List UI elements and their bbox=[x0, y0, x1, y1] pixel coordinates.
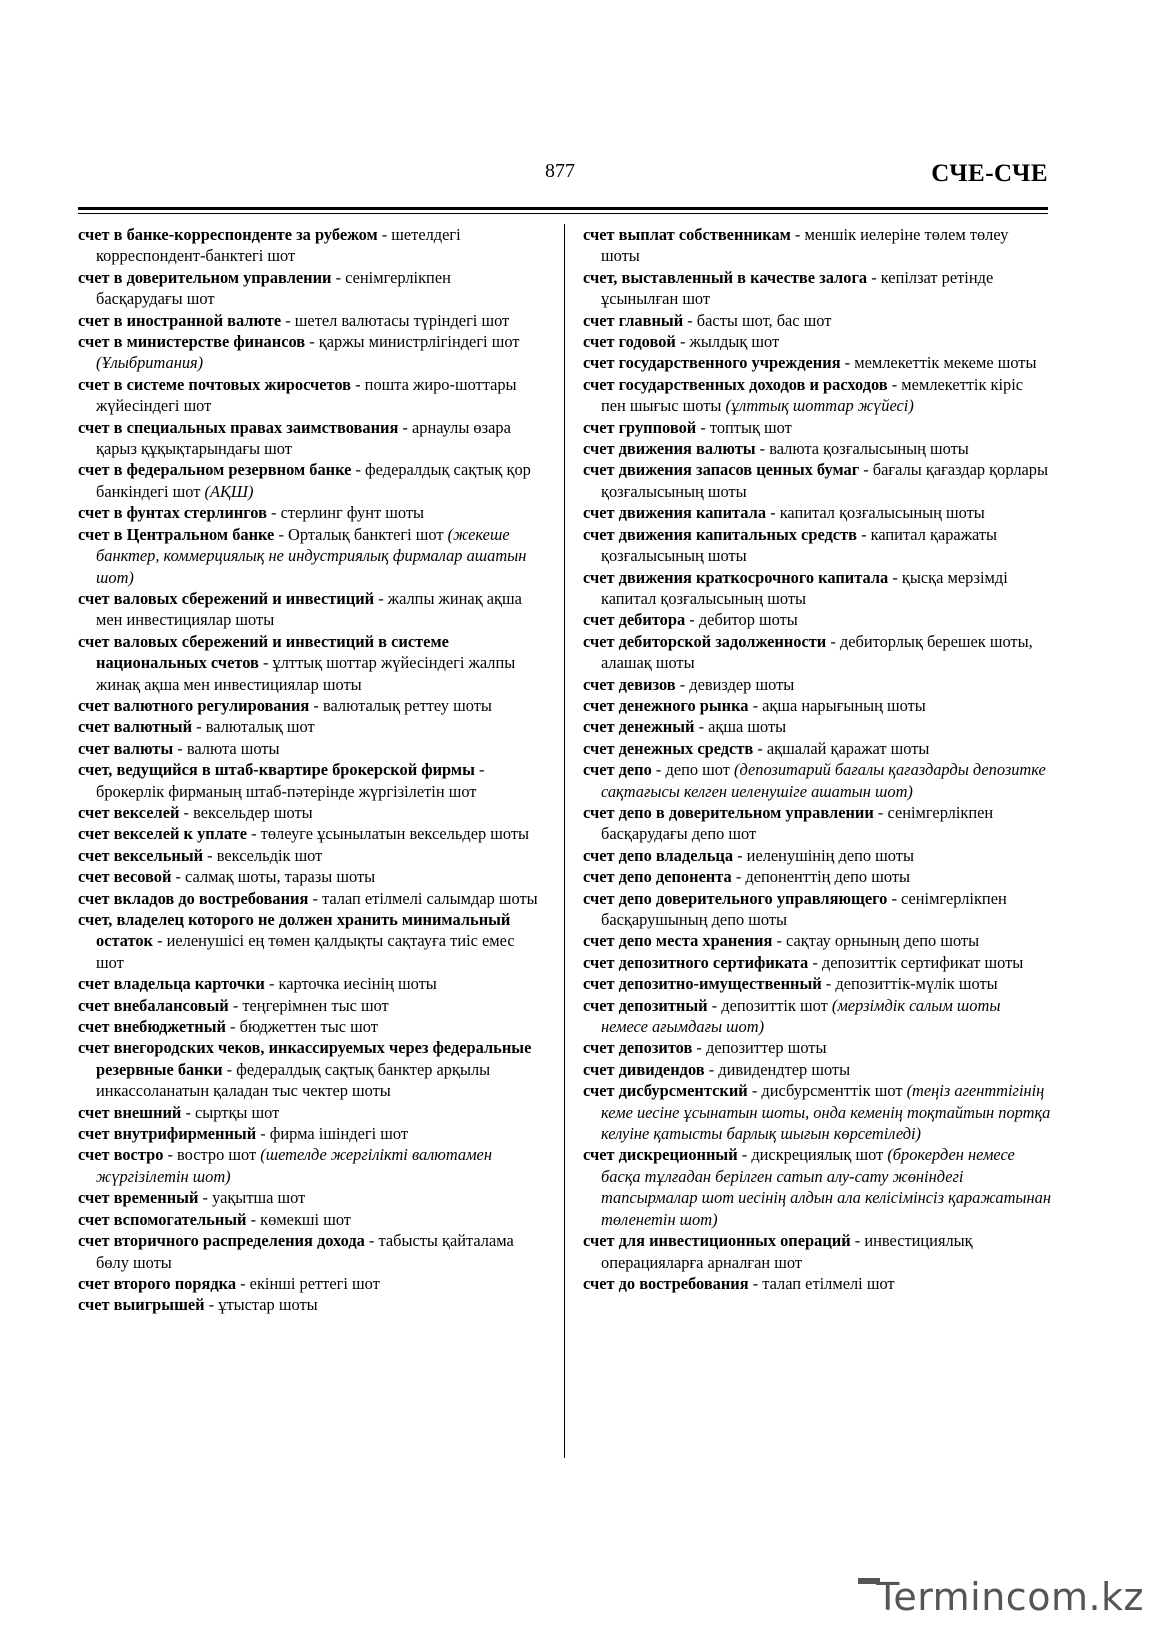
entry-term: счет в федеральном резервном банке bbox=[78, 460, 352, 480]
dictionary-entry bbox=[583, 502, 1051, 523]
entry-definition: - дисбурсменттік шот bbox=[747, 1081, 907, 1101]
entry-definition: - федералдық сақтық қор банкіндегі шот bbox=[96, 460, 531, 501]
dictionary-entry bbox=[583, 952, 1051, 973]
dictionary-entry bbox=[583, 331, 1051, 352]
entry-definition: - жалпы жинақ ақша мен инвестициялар шоты bbox=[96, 588, 522, 630]
running-head: СЧЕ-СЧЕ bbox=[931, 160, 1048, 187]
entry-definition: - капитал қозғалысының шоты bbox=[766, 503, 985, 523]
entry-definition: - мемлекеттік мекеме шоты bbox=[840, 353, 1037, 373]
dictionary-entry bbox=[583, 459, 1051, 502]
entry-definition: - востро шот bbox=[163, 1145, 261, 1165]
entry-definition: - топтық шот bbox=[696, 417, 792, 437]
entry-term: счет депо доверительного управляющего bbox=[583, 888, 888, 908]
entry-term: счет государственного учреждения bbox=[583, 353, 841, 373]
entry-term: счет главный bbox=[583, 310, 684, 330]
dictionary-entry bbox=[78, 502, 540, 523]
right-column bbox=[583, 224, 1051, 1294]
entry-term: счет движения краткосрочного капитала bbox=[583, 567, 889, 587]
dictionary-entry bbox=[78, 331, 540, 374]
entry-note: (мерзімдік салым шоты немесе ағымдағы шот) bbox=[601, 995, 1001, 1037]
entry-term: счет векселей bbox=[78, 802, 180, 822]
dictionary-entry bbox=[583, 609, 1051, 630]
entry-definition: - ақша шоты bbox=[694, 717, 787, 737]
dictionary-entry bbox=[78, 417, 540, 460]
dictionary-entry bbox=[583, 1230, 1051, 1273]
entry-definition: - депозиттер шоты bbox=[692, 1038, 827, 1058]
entry-definition: - карточка иесінің шоты bbox=[264, 974, 437, 994]
entry-term: счет валовых сбережений и инвестиций в системе национальных счетов bbox=[78, 631, 449, 673]
entry-term: счет денежного рынка bbox=[583, 695, 749, 715]
left-column bbox=[78, 224, 540, 1316]
dictionary-entry bbox=[583, 1059, 1051, 1080]
entry-definition: - сенімгерлікпен басқарушының депо шоты bbox=[601, 888, 1007, 929]
entry-term: счет движения капитала bbox=[583, 503, 767, 523]
dictionary-entry bbox=[78, 1037, 540, 1101]
dictionary-entry bbox=[78, 1230, 540, 1273]
entry-term: счет дисбурсментский bbox=[583, 1081, 748, 1101]
entry-definition: - сақтау орнының депо шоты bbox=[772, 931, 980, 951]
dictionary-entry bbox=[78, 716, 540, 737]
dictionary-entry bbox=[78, 1294, 540, 1315]
dictionary-entry bbox=[583, 695, 1051, 716]
entry-definition: - шетел валютасы түріндегі шот bbox=[281, 310, 510, 330]
entry-note: (брокерден немесе басқа тұлғадан берілген сатып алу-сату жөніндегі тапсырмалар шот иесінің алдын ала келісімінсіз қаражатынан төленетін шот) bbox=[601, 1145, 1051, 1229]
dictionary-entry bbox=[78, 823, 540, 844]
entry-definition: - валюта шоты bbox=[173, 738, 280, 758]
dictionary-entry bbox=[78, 267, 540, 310]
dictionary-entry bbox=[78, 738, 540, 759]
entry-term: счет дебиторской задолженности bbox=[583, 631, 827, 651]
entry-definition: - бағалы қағаздар қорлары қозғалысының шоты bbox=[601, 460, 1048, 501]
entry-term: счет депо места хранения bbox=[583, 931, 773, 951]
entry-term: счет второго порядка bbox=[78, 1273, 237, 1293]
entry-definition: - кепілзат ретінде ұсынылған шот bbox=[601, 267, 994, 309]
dictionary-entry bbox=[78, 845, 540, 866]
dictionary-entry bbox=[583, 716, 1051, 737]
entry-definition: - сыртқы шот bbox=[181, 1102, 280, 1122]
entry-term: счет депозитного сертификата bbox=[583, 952, 809, 972]
entry-term: счет владельца карточки bbox=[78, 974, 265, 994]
entry-term: счет депо bbox=[583, 760, 652, 780]
entry-definition: - дебитор шоты bbox=[685, 610, 798, 630]
dictionary-entry bbox=[583, 973, 1051, 994]
entry-term: счет в Центральном банке bbox=[78, 524, 275, 544]
entry-term: счет для инвестиционных операций bbox=[583, 1231, 851, 1251]
dictionary-entry bbox=[78, 866, 540, 887]
entry-note: (ұлттық шоттар жүйесі) bbox=[725, 396, 914, 416]
entry-definition: - депозиттік шот bbox=[707, 995, 832, 1015]
entry-definition: - басты шот, бас шот bbox=[683, 310, 832, 330]
entry-definition: - ақшалай қаражат шоты bbox=[753, 738, 930, 758]
entry-term: счет денежный bbox=[583, 717, 695, 737]
entry-definition: - салмақ шоты, таразы шоты bbox=[171, 867, 376, 887]
entry-definition: - валюталық реттеу шоты bbox=[309, 695, 492, 715]
entry-definition: - бюджеттен тыс шот bbox=[225, 1017, 378, 1037]
entry-definition: - Орталық банктегі шот bbox=[274, 524, 448, 544]
column-divider bbox=[564, 224, 565, 1458]
entry-term: счет в иностранной валюте bbox=[78, 310, 282, 330]
entry-definition: - уақытша шот bbox=[198, 1188, 306, 1208]
dictionary-entry bbox=[583, 1080, 1051, 1144]
entry-definition: - талап етілмелі шот bbox=[748, 1273, 895, 1293]
entry-term: счет внебалансовый bbox=[78, 995, 229, 1015]
dictionary-entry bbox=[78, 631, 540, 695]
header-rule-thin bbox=[78, 213, 1048, 214]
dictionary-entry bbox=[78, 310, 540, 331]
dictionary-entry bbox=[583, 631, 1051, 674]
entry-note: (жекеше банктер, коммерциялық не индустриялық фирмалар ашатын шот) bbox=[96, 524, 527, 587]
dictionary-entry bbox=[583, 845, 1051, 866]
entry-term: счет валютного регулирования bbox=[78, 695, 310, 715]
dictionary-entry bbox=[583, 759, 1051, 802]
entry-term: счет весовой bbox=[78, 867, 172, 887]
entry-definition: - валюталық шот bbox=[192, 717, 315, 737]
entry-definition: - иеленушісі ең төмен қалдықты сақтауға тиіс емес шот bbox=[96, 931, 515, 972]
dictionary-entry bbox=[78, 588, 540, 631]
entry-term: счет внебюджетный bbox=[78, 1017, 226, 1037]
entry-definition: - арнаулы өзара қарыз құқықтарындағы шот bbox=[96, 417, 511, 459]
entry-definition: - депо шот bbox=[651, 760, 735, 780]
dictionary-entry bbox=[78, 695, 540, 716]
entry-definition: - қаржы министрлігіндегі шот bbox=[305, 332, 520, 352]
entry-note: (теңіз агенттігінің кеме иесіне ұсынатын шоты, онда кеменің тоқтайтын портқа келуіне қатысты барлық шығын көрсетіледі) bbox=[601, 1081, 1051, 1144]
dictionary-entry bbox=[583, 1273, 1051, 1294]
dictionary-entry bbox=[78, 802, 540, 823]
entry-term: счет дискреционный bbox=[583, 1145, 738, 1165]
entry-term: счет, ведущийся в штаб-квартире брокерской фирмы bbox=[78, 760, 475, 780]
page-number: 877 bbox=[545, 160, 575, 182]
dictionary-entry bbox=[583, 930, 1051, 951]
dictionary-entry bbox=[78, 1016, 540, 1037]
dictionary-entry bbox=[78, 1144, 540, 1187]
entry-term: счет внегородских чеков, инкассируемых через федеральные резервные банки bbox=[78, 1038, 532, 1079]
entry-definition: - ұтыстар шоты bbox=[204, 1295, 318, 1315]
entry-term: счет вторичного распределения дохода bbox=[78, 1231, 365, 1251]
entry-term: счет до востребования bbox=[583, 1273, 749, 1293]
dictionary-entry bbox=[78, 888, 540, 909]
entry-definition: - табысты қайталама бөлу шоты bbox=[96, 1231, 514, 1272]
dictionary-entry bbox=[78, 524, 540, 588]
entry-definition: - теңгерімнен тыс шот bbox=[228, 995, 389, 1015]
entry-term: счет векселей к уплате bbox=[78, 824, 248, 844]
entry-definition: - ұлттық шоттар жүйесіндегі жалпы жинақ ақша мен инвестициялар шоты bbox=[96, 653, 516, 694]
entry-definition: - дивидендтер шоты bbox=[704, 1059, 851, 1079]
entry-term: счет в специальных правах заимствования bbox=[78, 417, 399, 437]
entry-term: счет депо депонента bbox=[583, 867, 732, 887]
entry-definition: - депозиттік сертификат шоты bbox=[808, 952, 1024, 972]
entry-definition: - депозиттік-мүлік шоты bbox=[821, 974, 998, 994]
entry-definition: - дискрециялық шот bbox=[737, 1145, 888, 1165]
entry-term: счет депозитный bbox=[583, 995, 708, 1015]
entry-definition: - жылдық шот bbox=[675, 332, 780, 352]
entry-term: счет девизов bbox=[583, 674, 676, 694]
entry-note: (шетелде жергілікті валютамен жүргізілетін шот) bbox=[96, 1145, 492, 1186]
entry-definition: - көмекші шот bbox=[246, 1209, 351, 1229]
dictionary-entry bbox=[78, 224, 540, 267]
entry-term: счет, выставленный в качестве залога bbox=[583, 267, 868, 287]
dictionary-entry bbox=[583, 438, 1051, 459]
dictionary-entry bbox=[583, 1037, 1051, 1058]
entry-definition: - федералдық сақтық банктер арқылы инкассоланатын қаладан тыс чектер шоты bbox=[96, 1059, 491, 1101]
entry-term: счет депозитно-имущественный bbox=[583, 974, 822, 994]
entry-term: счет государственных доходов и расходов bbox=[583, 374, 888, 394]
entry-definition: - вексельдер шоты bbox=[179, 802, 313, 822]
entry-definition: - вексельдік шот bbox=[203, 845, 323, 865]
entry-definition: - меншік иелеріне төлем төлеу шоты bbox=[601, 225, 1009, 266]
entry-term: счет депозитов bbox=[583, 1038, 693, 1058]
termincom-watermark-logo bbox=[858, 1575, 1144, 1619]
entry-term: счет годовой bbox=[583, 332, 676, 352]
dictionary-entry bbox=[78, 759, 540, 802]
entry-term: счет в министерстве финансов bbox=[78, 332, 306, 352]
entry-term: счет дебитора bbox=[583, 610, 686, 630]
entry-definition: - иеленушінің депо шоты bbox=[733, 845, 914, 865]
entry-definition: - сенімгерлікпен басқарудағы шот bbox=[96, 267, 451, 309]
dictionary-entry bbox=[583, 224, 1051, 267]
entry-term: счет движения запасов ценных бумаг bbox=[583, 460, 860, 480]
entry-definition: - фирма ішіндегі шот bbox=[256, 1124, 409, 1144]
dictionary-entry bbox=[583, 1144, 1051, 1230]
entry-term: счет вексельный bbox=[78, 845, 204, 865]
entry-term: счет временный bbox=[78, 1188, 199, 1208]
entry-term: счет валюты bbox=[78, 738, 174, 758]
dictionary-entry bbox=[583, 267, 1051, 310]
entry-term: счет в системе почтовых жиросчетов bbox=[78, 374, 352, 394]
entry-term: счет в банке-корреспонденте за рубежом bbox=[78, 225, 378, 244]
entry-term: счет в доверительном управлении bbox=[78, 267, 332, 287]
entry-note: (депозитарий бағалы қағаздарды депозитке сақтағысы келген иеленушіге ашатын шот) bbox=[601, 760, 1046, 801]
entry-definition: - дебиторлық берешек шоты, алашақ шоты bbox=[601, 631, 1033, 673]
watermark-text: Termincom.kz bbox=[876, 1575, 1144, 1619]
entry-term: счет движения капитальных средств bbox=[583, 524, 857, 544]
entry-definition: - төлеуге ұсынылатын вексельдер шоты bbox=[247, 824, 530, 844]
entry-definition: - валюта қозғалысының шоты bbox=[755, 439, 969, 459]
dictionary-entry bbox=[78, 1209, 540, 1230]
entry-term: счет групповой bbox=[583, 417, 697, 437]
entry-term: счет валютный bbox=[78, 717, 193, 737]
entry-definition: - стерлинг фунт шоты bbox=[266, 503, 425, 523]
dictionary-entry bbox=[78, 1187, 540, 1208]
entry-term: счет, владелец которого не должен хранить минимальный остаток bbox=[78, 910, 511, 951]
entry-definition: - мемлекеттік кіріс пен шығыс шоты bbox=[601, 374, 1024, 416]
dictionary-entry bbox=[78, 995, 540, 1016]
dictionary-entry bbox=[583, 802, 1051, 845]
entry-term: счет вспомогательный bbox=[78, 1209, 247, 1229]
dictionary-entry bbox=[583, 374, 1051, 417]
dictionary-entry bbox=[78, 973, 540, 994]
dictionary-entry bbox=[583, 352, 1051, 373]
entry-definition: - пошта жиро-шоттары жүйесіндегі шот bbox=[96, 374, 517, 416]
dictionary-entry bbox=[583, 310, 1051, 331]
entry-term: счет внутрифирменный bbox=[78, 1124, 257, 1144]
entry-definition: - талап етілмелі салымдар шоты bbox=[308, 888, 538, 908]
dictionary-entry bbox=[583, 417, 1051, 438]
dictionary-entry bbox=[78, 1273, 540, 1294]
entry-term: счет валовых сбережений и инвестиций bbox=[78, 588, 375, 608]
entry-term: счет депо в доверительном управлении bbox=[583, 802, 874, 822]
dictionary-entry bbox=[583, 674, 1051, 695]
entry-definition: - инвестициялық операцияларға арналған шот bbox=[601, 1231, 973, 1272]
dictionary-entry bbox=[583, 995, 1051, 1038]
dictionary-entry bbox=[78, 459, 540, 502]
entry-term: счет востро bbox=[78, 1145, 164, 1165]
entry-term: счет дивидендов bbox=[583, 1059, 705, 1079]
dictionary-entry bbox=[583, 738, 1051, 759]
entry-definition: - сенімгерлікпен басқарудағы депо шот bbox=[601, 802, 994, 844]
entry-term: счет внешний bbox=[78, 1102, 182, 1122]
entry-term: счет депо владельца bbox=[583, 845, 734, 865]
entry-note: (Ұлыбритания) bbox=[96, 353, 204, 373]
entry-definition: - екінші реттегі шот bbox=[236, 1273, 380, 1293]
entry-term: счет в фунтах стерлингов bbox=[78, 503, 267, 523]
entry-definition: - депоненттің депо шоты bbox=[731, 867, 910, 887]
entry-note: (АҚШ) bbox=[204, 481, 254, 501]
entry-definition: - капитал қаражаты қозғалысының шоты bbox=[601, 524, 998, 566]
entry-definition: - ақша нарығының шоты bbox=[748, 695, 926, 715]
entry-term: счет выплат собственникам bbox=[583, 225, 791, 244]
header-rule-thick bbox=[78, 207, 1048, 210]
dictionary-entry bbox=[583, 567, 1051, 610]
entry-term: счет денежных средств bbox=[583, 738, 754, 758]
dictionary-entry bbox=[78, 1123, 540, 1144]
entry-definition: - шетелдегі корреспондент-банктегі шот bbox=[96, 225, 461, 266]
dictionary-entry bbox=[583, 866, 1051, 887]
dictionary-entry bbox=[78, 1102, 540, 1123]
entry-term: счет выигрышей bbox=[78, 1295, 205, 1315]
entry-definition: - брокерлік фирманың штаб-пәтерінде жүргізілетін шот bbox=[96, 760, 485, 801]
entry-definition: - қысқа мерзімді капитал қозғалысының шоты bbox=[601, 567, 1008, 608]
dictionary-entry bbox=[78, 374, 540, 417]
dictionary-entry bbox=[583, 524, 1051, 567]
dictionary-entry bbox=[78, 909, 540, 973]
entry-definition: - девиздер шоты bbox=[675, 674, 795, 694]
dictionary-entry bbox=[583, 888, 1051, 931]
entry-term: счет движения валюты bbox=[583, 439, 756, 459]
entry-term: счет вкладов до востребования bbox=[78, 888, 309, 908]
